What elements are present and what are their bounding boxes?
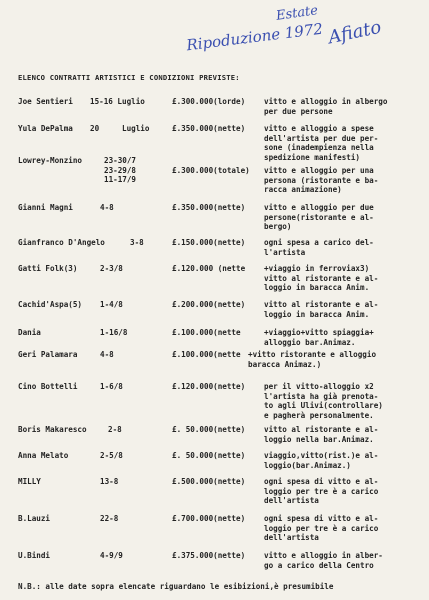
- conditions: vitto e alloggio a spese dell'artista per due per- sone (inadempienza nella spedizione manifesti): [264, 124, 379, 162]
- artist-name: Gatti Folk(3): [18, 264, 78, 273]
- fee: £. 50.000(nette): [172, 451, 246, 460]
- conditions: vitto e alloggio per una persona (ristorante e ba- racca animazione): [264, 166, 379, 195]
- fee: £.350.000(nette): [172, 124, 246, 133]
- conditions: +viaggio+vitto spiaggia+ alloggio bar.Animaz.: [264, 328, 374, 347]
- performance-date: 20 Luglio: [90, 124, 150, 133]
- performance-date: 3-8: [130, 238, 144, 247]
- performance-date: 2-8: [108, 425, 122, 434]
- fee: £.120.000 (nette: [172, 264, 246, 273]
- performance-date: 1-6/8: [100, 382, 123, 391]
- conditions: ogni spesa di vitto e al- loggio per tre è a carico dell'artista: [264, 477, 379, 506]
- performance-date: 22-8: [100, 514, 119, 523]
- conditions: per il vitto-alloggio x2 l'artista ha già prenota- to agli Ulivi(controllare) e pagherà personalmente.: [264, 382, 383, 420]
- artist-name: Yula DePalma: [18, 124, 73, 133]
- conditions: ogni spesa di vitto e al- loggio per tre è a carico dell'artista: [264, 514, 379, 543]
- fee: £. 50.000(nette): [172, 425, 246, 434]
- fee: £.120.000(nette): [172, 382, 246, 391]
- artist-name: Dania: [18, 328, 41, 337]
- fee: £.300.000(lorde): [172, 97, 246, 106]
- artist-name: U.Bindi: [18, 551, 51, 560]
- performance-date: 13-8: [100, 477, 119, 486]
- document-heading: ELENCO CONTRATTI ARTISTICI E CONDIZIONI PREVISTE:: [18, 73, 240, 82]
- footnote: N.B.: alle date sopra elencate riguardano le esibizioni,è presumibile: [18, 582, 334, 591]
- conditions: vitto e alloggio in alber- go a carico della Centro: [264, 551, 383, 570]
- performance-date: 1-16/8: [100, 328, 128, 337]
- conditions: vitto al ristorante e al- loggio in baracca Anim.: [264, 300, 379, 319]
- fee: £.500.000(nette): [172, 477, 246, 486]
- handwritten-estate: Estate: [275, 3, 319, 24]
- conditions: vitto e alloggio per due persone(ristorante e al- bergo): [264, 203, 374, 232]
- artist-name: Cachid'Aspa(5): [18, 300, 83, 309]
- conditions: ogni spesa a carico del- l'artista: [264, 238, 374, 257]
- performance-date: 2-5/8: [100, 451, 123, 460]
- performance-date: 23-30/7 23-29/8 11-17/9: [104, 156, 137, 185]
- performance-date: 2-3/8: [100, 264, 123, 273]
- fee: £.350.000(nette): [172, 203, 246, 212]
- fee: £.700.000(nette): [172, 514, 246, 523]
- conditions: vitto al ristorante e al- loggio nella bar.Animaz.: [264, 425, 379, 444]
- fee: £.150.000(nette): [172, 238, 246, 247]
- conditions: +vitto ristorante e alloggio baracca Animaz.): [248, 350, 377, 369]
- performance-date: 4-8: [100, 203, 114, 212]
- conditions: +viaggio in ferroviax3) vitto al ristorante e al- loggio in baracca Anim.: [264, 264, 379, 293]
- artist-name: Cino Bottelli: [18, 382, 78, 391]
- artist-name: Gianfranco D'Angelo: [18, 238, 105, 247]
- performance-date: 1-4/8: [100, 300, 123, 309]
- artist-name: Gianni Magni: [18, 203, 73, 212]
- fee: £.200.000(nette): [172, 300, 246, 309]
- performance-date: 4-9/9: [100, 551, 123, 560]
- conditions: viaggio,vitto(rist.)e al- loggio(bar.Animaz.): [264, 451, 379, 470]
- fee: £.100.000(nette: [172, 328, 241, 337]
- handwritten-note: Ripoduzione 1972: [185, 19, 324, 55]
- artist-name: MILLY: [18, 477, 41, 486]
- artist-name: Geri Palamara: [18, 350, 78, 359]
- conditions: vitto e alloggio in albergo per due persone: [264, 97, 388, 116]
- artist-name: B.Lauzi: [18, 514, 51, 523]
- handwritten-signature: Afiato: [326, 16, 384, 49]
- artist-name: Lowrey-Monzino: [18, 156, 83, 165]
- performance-date: 4-8: [100, 350, 114, 359]
- fee: £.100.000(nette: [172, 350, 241, 359]
- artist-name: Joe Sentieri: [18, 97, 73, 106]
- artist-name: Boris Makaresco: [18, 425, 87, 434]
- fee: £.375.000(nette): [172, 551, 246, 560]
- artist-name: Anna Melato: [18, 451, 69, 460]
- performance-date: 15-16 Luglio: [90, 97, 145, 106]
- fee: £.300.000(totale): [172, 166, 250, 175]
